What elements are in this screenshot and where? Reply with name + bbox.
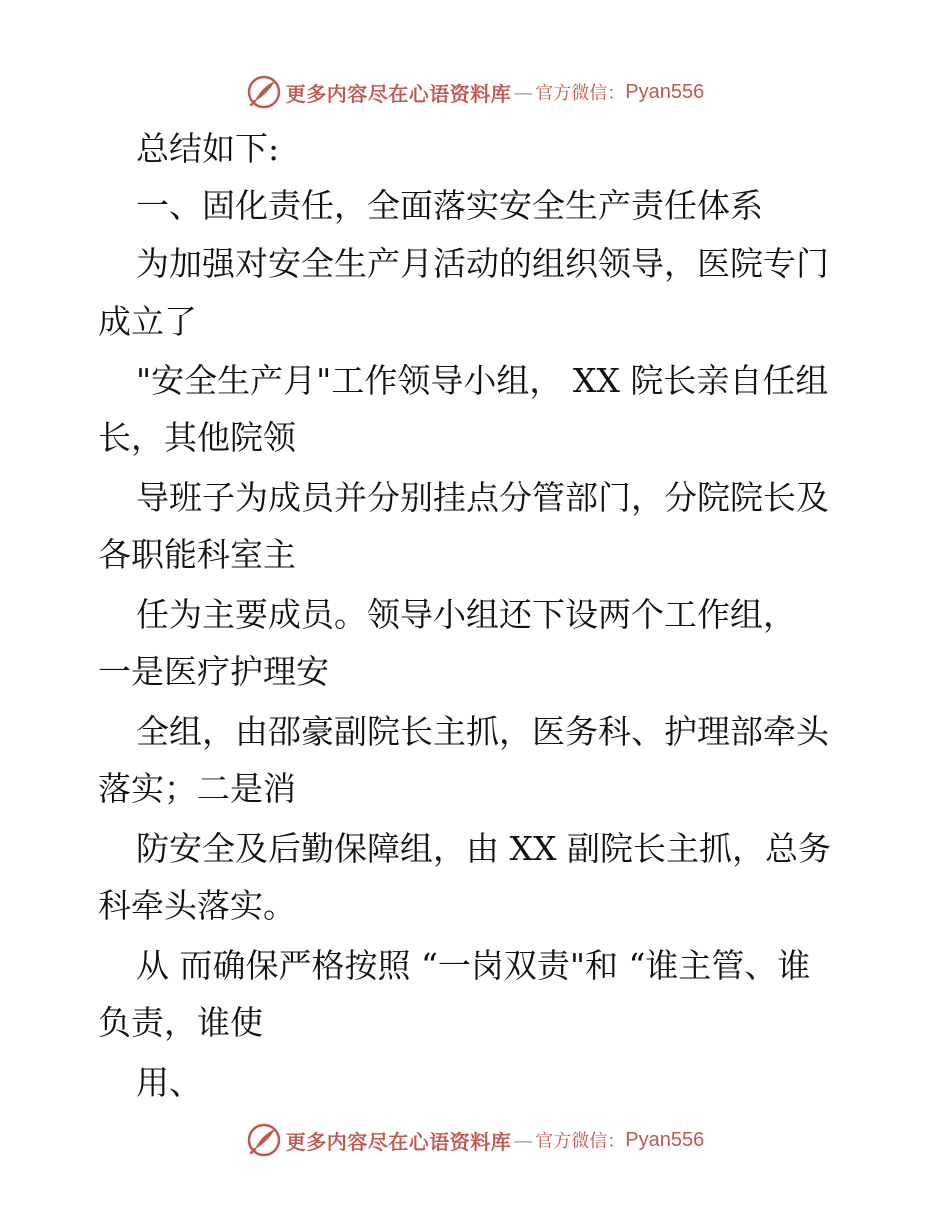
text-line: 防安全及后勤保障组，由 XX 副院长主抓，总务 (136, 829, 831, 868)
text-line: 导班子为成员并分别挂点分管部门，分院院长及 (136, 478, 829, 517)
watermark-wechat-label: 官方微信： (535, 83, 626, 104)
text-line: 科牵头落实。 (98, 886, 296, 925)
text-line: "安全生产月"工作领导小组， XX 院长亲自任组 (136, 361, 829, 400)
text-line: 各职能科室主 (98, 535, 296, 574)
watermark-wechat-id: Pyan556 (625, 80, 705, 103)
feather-pen-logo-icon (246, 1122, 282, 1158)
text-line: 负责，谁使 (98, 1003, 263, 1042)
text-line: 为加强对安全生产月活动的组织领导，医院专门 (136, 244, 829, 283)
text-line: 用、 (136, 1063, 202, 1102)
watermark-separator: — (513, 80, 534, 104)
text-line: 从 而确保严格按照 “一岗双责"和 “谁主管、谁 (136, 946, 811, 985)
watermark-wechat-label: 官方微信： (535, 1131, 626, 1152)
feather-pen-logo-icon (246, 74, 282, 110)
watermark-footer (0, 1120, 950, 1160)
text-line: 长，其他院领 (98, 418, 296, 457)
section-heading: 一、固化责任，全面落实安全生产责任体系 (136, 186, 763, 225)
watermark-separator: — (513, 1128, 534, 1152)
watermark-header (0, 72, 950, 112)
watermark-text: 更多内容尽在心语资料库 (285, 1129, 512, 1154)
text-line: 总结如下: (136, 129, 280, 168)
text-line: 全组，由邵豪副院长主抓，医务科、护理部牵头 (136, 712, 829, 751)
text-line: 成立了 (98, 302, 197, 341)
text-line: 一是医疗护理安 (98, 652, 329, 691)
text-line: 任为主要成员。领导小组还下设两个工作组， (136, 595, 796, 634)
watermark-text: 更多内容尽在心语资料库 (285, 81, 512, 106)
watermark-wechat-id: Pyan556 (625, 1128, 705, 1151)
text-line: 落实；二是消 (98, 769, 296, 808)
